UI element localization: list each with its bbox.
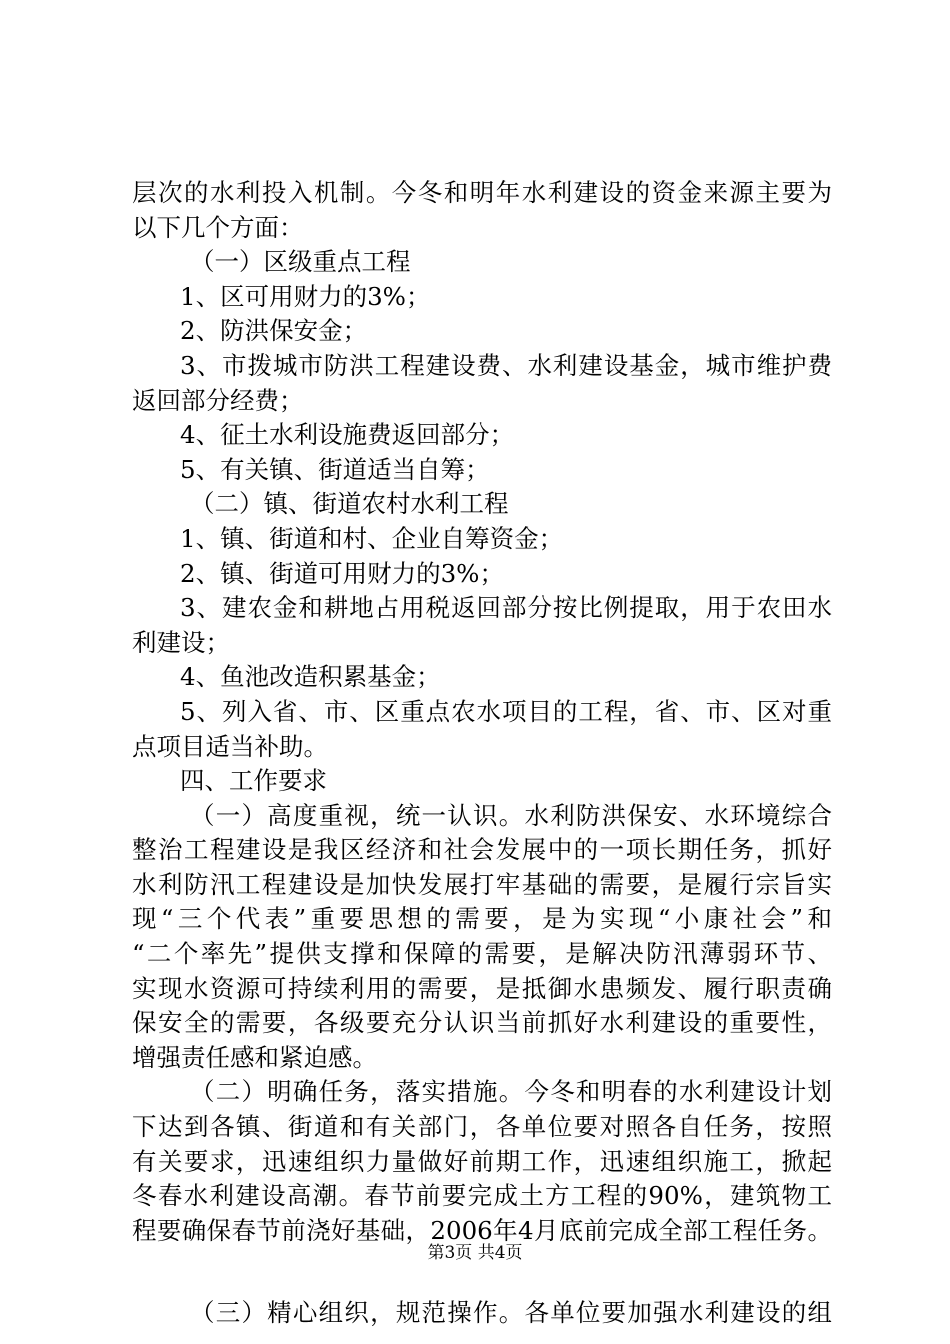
paragraph-line: （一）高度重视，统一认识。水利防洪保安、水环境综合 xyxy=(190,800,832,830)
paragraph-line: 实现水资源可持续利用的需要，是抵御水患频发、履行职责确 xyxy=(132,973,832,1003)
text-line: 点项目适当补助。 xyxy=(132,731,328,761)
list-item: 1、镇、街道和村、企业自筹资金； xyxy=(180,523,564,553)
document-body xyxy=(132,176,832,1331)
section-heading: （一）区级重点工程 xyxy=(190,247,411,277)
list-item: 1、区可用财力的3%； xyxy=(180,281,431,311)
paragraph-line: 下达到各镇、街道和有关部门，各单位要对照各自任务，按照 xyxy=(132,1112,832,1142)
text-line: 层次的水利投入机制。今冬和明年水利建设的资金来源主要为 xyxy=(132,178,832,207)
list-item: 5、列入省、市、区重点农水项目的工程，省、市、区对重 xyxy=(180,696,832,726)
paragraph-line: 有关要求，迅速组织力量做好前期工作，迅速组织施工，掀起 xyxy=(132,1146,832,1176)
list-item: 2、镇、街道可用财力的3%； xyxy=(180,558,504,588)
list-item: 3、建农金和耕地占用税返回部分按比例提取，用于农田水 xyxy=(180,593,832,623)
page-footer: 第3页 共4页 xyxy=(427,1243,523,1263)
paragraph-line: 保安全的需要，各级要充分认识当前抓好水利建设的重要性， xyxy=(132,1008,832,1038)
list-item: 2、防洪保安金； xyxy=(180,316,368,346)
text-line: 以下几个方面： xyxy=(132,212,304,242)
list-item: 3、市拨城市防洪工程建设费、水利建设基金，城市维护费 xyxy=(180,350,832,380)
section-heading: 四、工作要求 xyxy=(180,766,327,796)
paragraph-line: 水利防汛工程建设是加快发展打牢基础的需要，是履行宗旨实 xyxy=(132,869,832,899)
paragraph-line: 整治工程建设是我区经济和社会发展中的一项长期任务，抓好 xyxy=(132,835,832,865)
section-heading: （二）镇、街道农村水利工程 xyxy=(190,489,509,519)
list-item: 4、鱼池改造积累基金； xyxy=(180,662,441,692)
paragraph-line: 增强责任感和紧迫感。 xyxy=(132,1042,377,1072)
list-item: 5、有关镇、街道适当自筹； xyxy=(180,454,490,484)
paragraph-line: “二个率先”提供支撑和保障的需要，是解决防汛薄弱环节、 xyxy=(132,939,832,969)
paragraph-line: （二）明确任务，落实措施。今冬和明春的水利建设计划 xyxy=(190,1077,832,1107)
paragraph-line: 现“三个代表”重要思想的需要，是为实现“小康社会”和 xyxy=(132,904,832,934)
paragraph-line: 冬春水利建设高潮。春节前要完成土方工程的90%，建筑物工 xyxy=(132,1181,832,1211)
text-line: 利建设； xyxy=(132,627,230,657)
paragraph-line: 程要确保春节前浇好基础，2006年4月底前完成全部工程任务。 xyxy=(132,1215,832,1245)
text-line: 返回部分经费； xyxy=(132,385,304,415)
paragraph-line: （三）精心组织，规范操作。各单位要加强水利建设的组 xyxy=(190,1298,832,1328)
list-item: 4、征土水利设施费返回部分； xyxy=(180,420,515,450)
